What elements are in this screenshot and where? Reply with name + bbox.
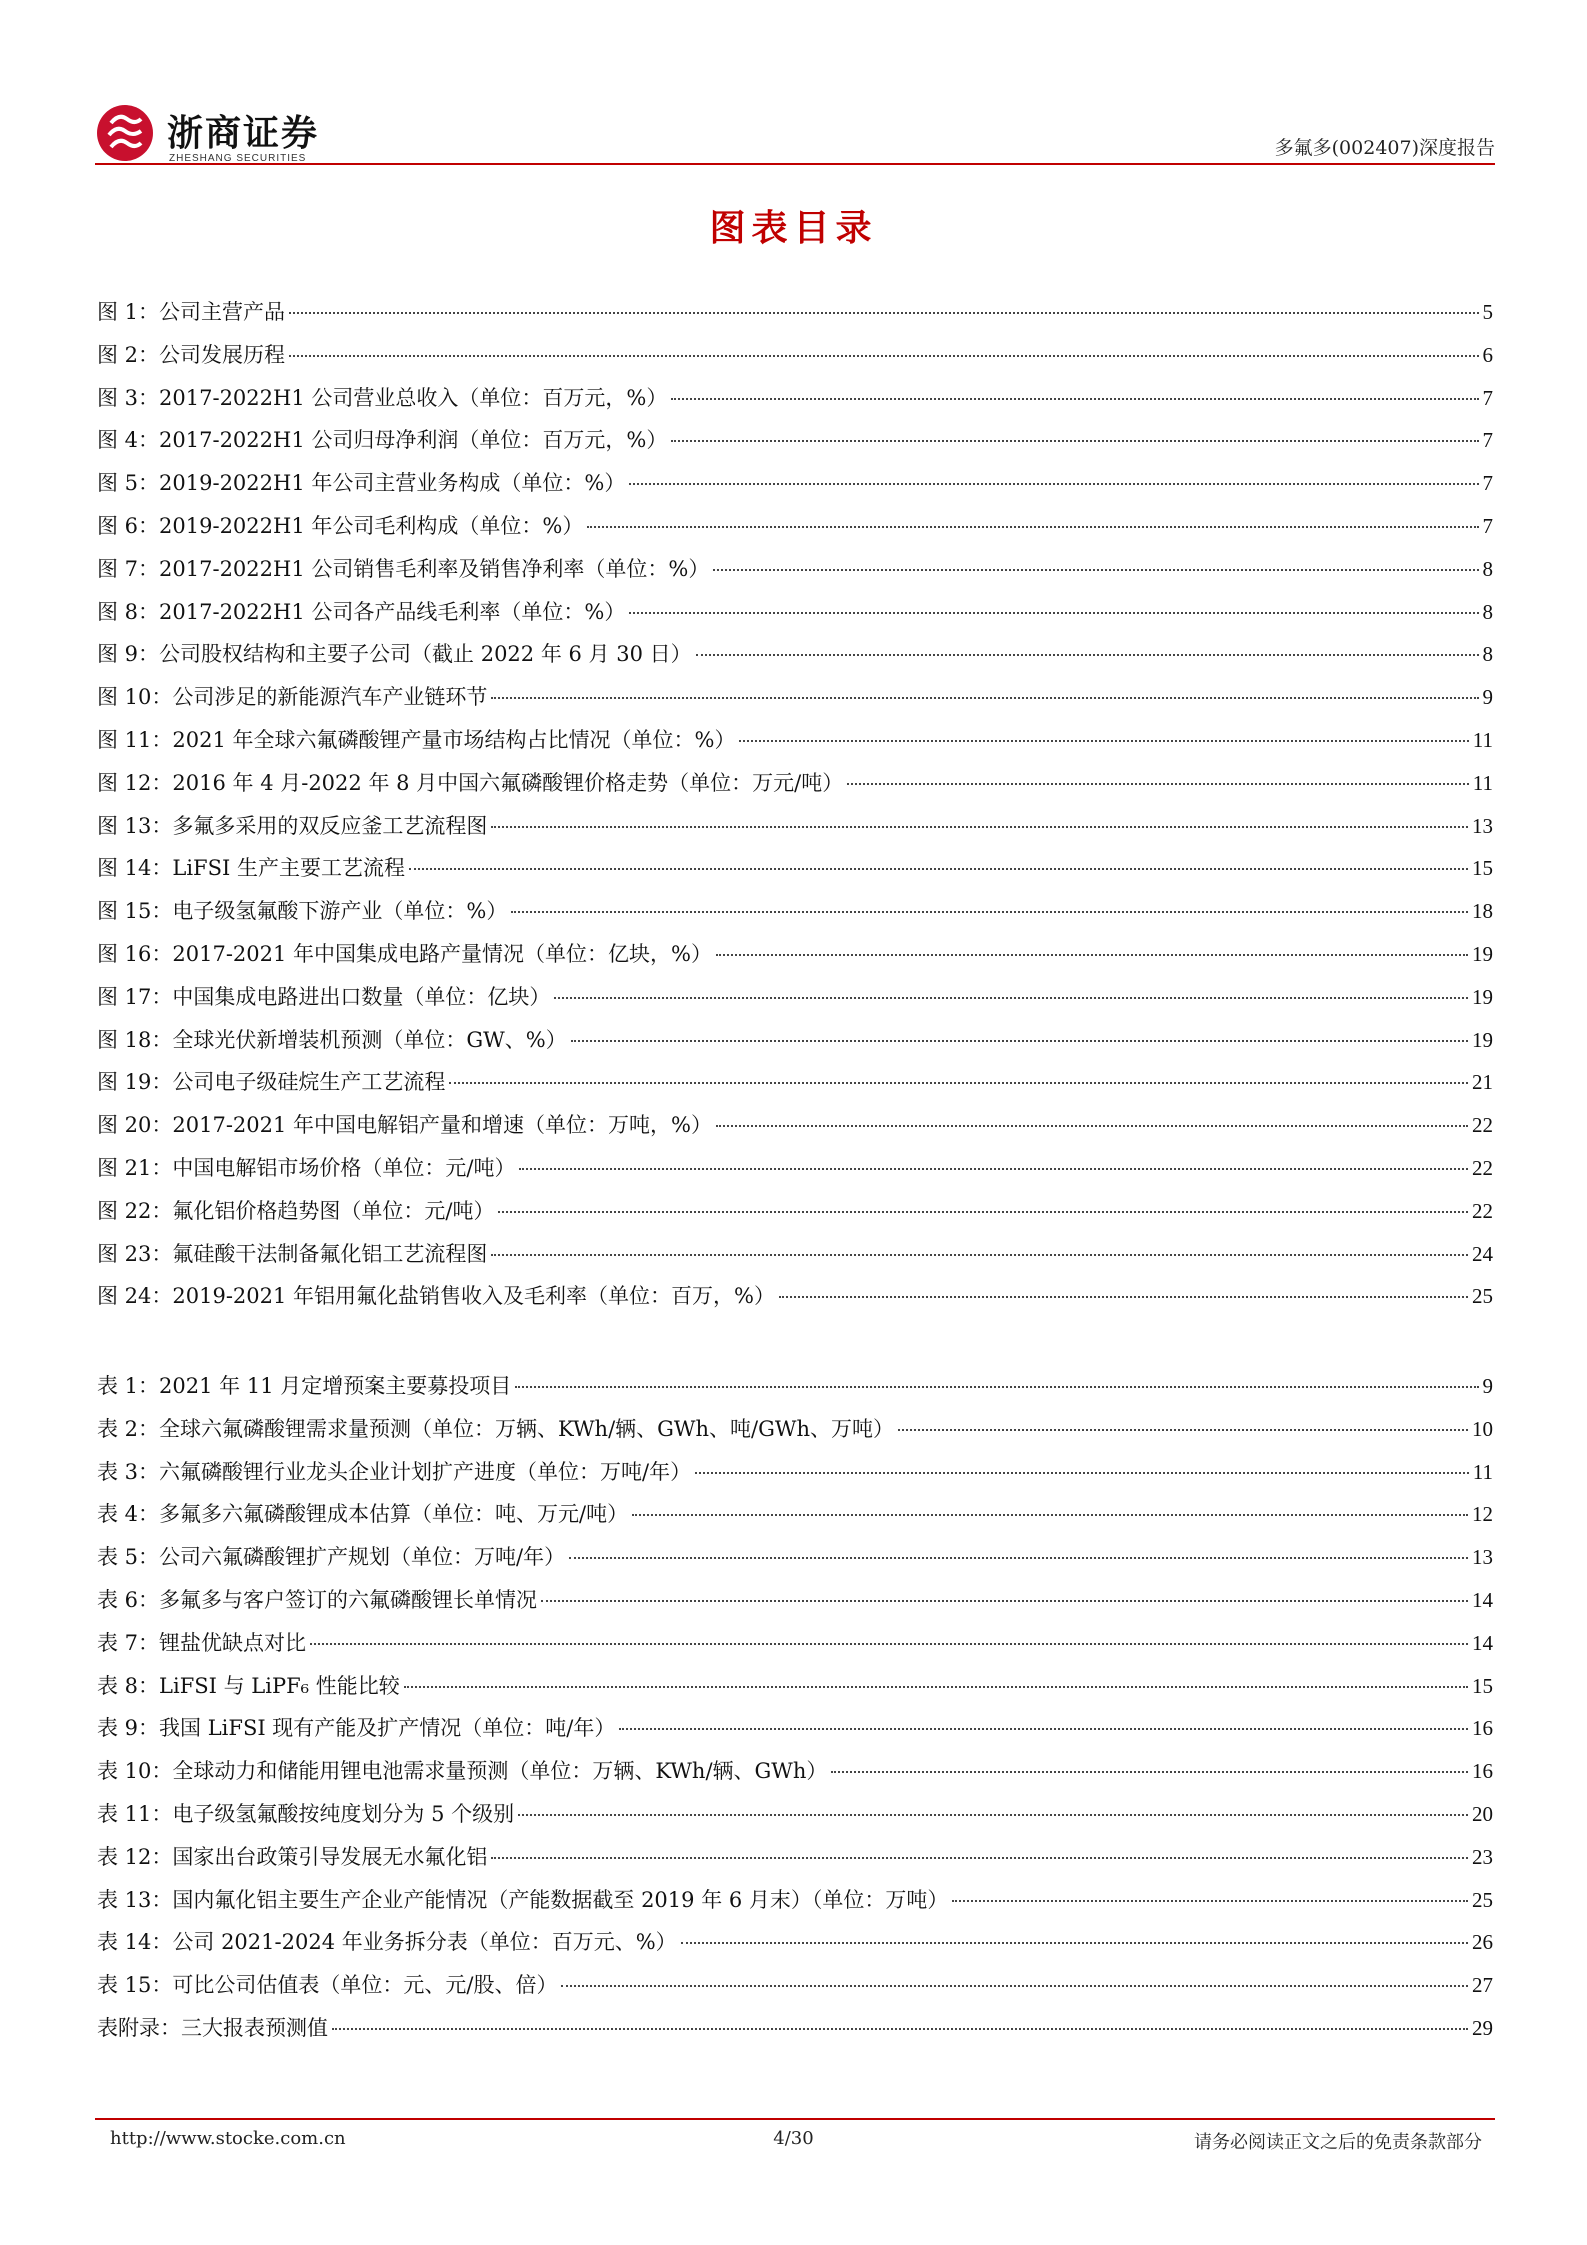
figure-toc-entry[interactable] [97,424,1493,467]
figure-list [97,296,1493,1323]
toc-entry-label: 表 12：国家出台政策引导发展无水氟化铝 [97,1844,488,1869]
toc-entry-page: 22 [1472,1155,1493,1180]
dot-leader [681,1942,1468,1944]
toc-entry-label: 图 5：2019-2022H1 年公司主营业务构成（单位：%） [97,471,626,496]
dot-leader [409,868,1468,870]
toc-entry-page: 11 [1472,770,1493,795]
toc-entry-page: 29 [1472,2015,1493,2040]
dot-leader [571,1040,1468,1042]
toc-entry-label: 图 4：2017-2022H1 公司归母净利润（单位：百万元，%） [97,428,668,453]
toc-entry-label: 表 8：LiFSI 与 LiPF₆ 性能比较 [97,1673,400,1698]
figure-toc-entry[interactable] [97,767,1493,810]
dot-leader [518,1814,1468,1816]
dot-leader [541,1600,1468,1602]
dot-leader [716,954,1468,956]
toc-entry-page: 25 [1472,1887,1493,1912]
toc-entry-label: 图 12：2016 年 4 月-2022 年 8 月中国六氟磷酸锂价格走势（单位：万元/吨） [97,770,844,795]
figure-toc-entry[interactable] [97,467,1493,510]
toc-entry-page: 8 [1482,556,1493,581]
figure-toc-entry[interactable] [97,510,1493,553]
toc-entry-page: 22 [1472,1113,1493,1138]
table-toc-entry[interactable] [97,2012,1493,2055]
dot-leader [632,1514,1468,1516]
toc-entry-label: 图 15：电子级氢氟酸下游产业（单位：%） [97,899,508,924]
toc-entry-label: 表 11：电子级氢氟酸按纯度划分为 5 个级别 [97,1801,515,1826]
dot-leader [619,1728,1468,1730]
dot-leader [952,1900,1468,1902]
toc-entry-page: 20 [1472,1801,1493,1826]
table-toc-entry[interactable] [97,1755,1493,1798]
toc-entry-label: 表 6：多氟多与客户签订的六氟磷酸锂长单情况 [97,1587,538,1612]
dot-leader [587,526,1478,528]
toc-entry-label: 图 1：公司主营产品 [97,300,286,324]
dot-leader [713,569,1478,571]
toc-entry-label: 图 2：公司发展历程 [97,342,286,367]
figure-toc-entry[interactable] [97,296,1493,339]
toc-entry-label: 图 9：公司股权结构和主要子公司（截止 2022 年 6 月 30 日） [97,642,692,667]
figure-toc-entry[interactable] [97,596,1493,639]
toc-entry-page: 15 [1472,856,1493,881]
dot-leader [898,1429,1468,1431]
toc-entry-label: 图 13：多氟多采用的双反应釜工艺流程图 [97,813,488,838]
toc-entry-label: 图 18：全球光伏新增装机预测（单位：GW、%） [97,1027,567,1052]
toc-entry-label: 表 1：2021 年 11 月定增预案主要募投项目 [97,1374,512,1398]
figure-toc-entry[interactable] [97,1238,1493,1281]
dot-leader [671,440,1478,442]
table-toc-entry[interactable] [97,1498,1493,1541]
toc-entry-page: 26 [1472,1930,1493,1955]
dot-leader [716,1125,1468,1127]
dot-leader [847,783,1469,785]
footer-disclaimer: 请务必阅读正文之后的免责条款部分 [1194,2132,1482,2153]
toc-entry-label: 图 21：中国电解铝市场价格（单位：元/吨） [97,1155,516,1180]
table-toc-entry[interactable] [97,1884,1493,1927]
toc-entry-label: 图 17：中国集成电路进出口数量（单位：亿块） [97,984,551,1009]
dot-leader [554,997,1468,999]
toc-entry-page: 12 [1472,1502,1493,1527]
toc-entry-label: 表 10：全球动力和储能用锂电池需求量预测（单位：万辆、KWh/辆、GWh） [97,1759,828,1784]
toc-entry-page: 14 [1472,1587,1493,1612]
toc-entry-label: 图 8：2017-2022H1 公司各产品线毛利率（单位：%） [97,599,626,624]
toc-entry-label: 图 23：氟硅酸干法制备氟化铝工艺流程图 [97,1241,488,1266]
toc-entry-label: 图 24：2019-2021 年铝用氟化盐销售收入及毛利率（单位：百万，%） [97,1284,776,1309]
dot-leader [289,312,1478,314]
footer-divider [95,2118,1495,2120]
figure-toc-entry[interactable] [97,339,1493,382]
dot-leader [491,697,1478,699]
toc-entry-page: 22 [1472,1198,1493,1223]
toc-entry-page: 9 [1482,1374,1493,1398]
table-toc-entry[interactable] [97,1456,1493,1499]
figure-toc-entry[interactable] [97,852,1493,895]
toc-entry-label: 表 14：公司 2021-2024 年业务拆分表（单位：百万元、%） [97,1930,677,1955]
toc-entry-label: 表 3：六氟磷酸锂行业龙头企业计划扩产进度（单位：万吨/年） [97,1459,692,1484]
toc-entry-page: 13 [1472,813,1493,838]
header-divider [95,163,1495,165]
dot-leader [491,826,1468,828]
figure-toc-entry[interactable] [97,1066,1493,1109]
figure-toc-entry[interactable] [97,810,1493,853]
toc-entry-page: 18 [1472,899,1493,924]
toc-entry-label: 表附录：三大报表预测值 [97,2015,328,2040]
toc-entry-label: 表 7：锂盐优缺点对比 [97,1630,307,1655]
table-list [97,1370,1493,2055]
report-title: 多氟多(002407)深度报告 [1274,137,1495,159]
dot-leader [561,1985,1468,1987]
table-toc-entry[interactable] [97,1627,1493,1670]
toc-entry-page: 8 [1482,642,1493,667]
figure-toc-entry[interactable] [97,382,1493,425]
toc-entry-page: 5 [1482,300,1493,324]
toc-entry-page: 21 [1472,1070,1493,1095]
dot-leader [289,355,1478,357]
dot-leader [491,1254,1468,1256]
toc-entry-label: 图 14：LiFSI 生产主要工艺流程 [97,856,405,881]
dot-leader [779,1296,1468,1298]
dot-leader [696,654,1479,656]
toc-entry-label: 表 9：我国 LiFSI 现有产能及扩产情况（单位：吨/年） [97,1716,616,1741]
toc-entry-label: 表 4：多氟多六氟磷酸锂成本估算（单位：吨、万元/吨） [97,1502,629,1527]
toc-entry-label: 图 11：2021 年全球六氟磷酸锂产量市场结构占比情况（单位：%） [97,727,736,752]
dot-leader [332,2028,1468,2030]
figure-toc-entry[interactable] [97,681,1493,724]
table-toc-entry[interactable] [97,1712,1493,1755]
toc-entry-page: 8 [1482,599,1493,624]
toc-entry-label: 图 10：公司涉足的新能源汽车产业链环节 [97,685,488,710]
figure-toc-entry[interactable] [97,724,1493,767]
dot-leader [310,1643,1468,1645]
dot-leader [449,1082,1468,1084]
dot-leader [831,1771,1468,1773]
logo-text: 浙商证券 [167,113,320,154]
toc-entry-label: 表 15：可比公司估值表（单位：元、元/股、倍） [97,1973,558,1998]
zheshang-logo-icon [95,103,155,163]
toc-entry-page: 7 [1482,385,1493,410]
toc-entry-label: 表 5：公司六氟磷酸锂扩产规划（单位：万吨/年） [97,1545,566,1570]
toc-entry-page: 27 [1472,1973,1493,1998]
figure-toc-entry[interactable] [97,1280,1493,1323]
toc-entry-page: 16 [1472,1759,1493,1784]
dot-leader [491,1857,1468,1859]
table-toc-entry[interactable] [97,1670,1493,1713]
table-toc-entry[interactable] [97,1798,1493,1841]
footer-page-number: 4/30 [773,2128,814,2149]
figure-toc-entry[interactable] [97,553,1493,596]
figure-toc-entry[interactable] [97,1024,1493,1067]
toc-entry-label: 图 6：2019-2022H1 年公司毛利构成（单位：%） [97,513,584,538]
footer-url[interactable]: http://www.stocke.com.cn [110,2128,346,2149]
toc-entry-page: 9 [1482,685,1493,710]
dot-leader [404,1686,1468,1688]
dot-leader [629,612,1478,614]
toc-entry-label: 图 20：2017-2021 年中国电解铝产量和增速（单位：万吨，%） [97,1113,713,1138]
logo-subtext: ZHESHANG SECURITIES [169,153,307,164]
figure-toc-entry[interactable] [97,638,1493,681]
toc-entry-page: 19 [1472,941,1493,966]
toc-entry-page: 23 [1472,1844,1493,1869]
figure-toc-entry[interactable] [97,981,1493,1024]
toc-entry-page: 10 [1472,1416,1493,1441]
toc-entry-page: 25 [1472,1284,1493,1309]
toc-entry-label: 图 22：氟化铝价格趋势图（单位：元/吨） [97,1198,495,1223]
dot-leader [629,483,1478,485]
page-title: 图表目录 [709,208,878,249]
table-toc-entry[interactable] [97,1541,1493,1584]
toc-entry-page: 7 [1482,428,1493,453]
figure-toc-entry[interactable] [97,895,1493,938]
dot-leader [671,398,1478,400]
figure-toc-entry[interactable] [97,938,1493,981]
figure-toc-entry[interactable] [97,1109,1493,1152]
toc-entry-page: 7 [1482,513,1493,538]
toc-entry-page: 16 [1472,1716,1493,1741]
toc-entry-page: 7 [1482,471,1493,496]
toc-entry-page: 13 [1472,1545,1493,1570]
toc-entry-label: 图 19：公司电子级硅烷生产工艺流程 [97,1070,446,1095]
figure-toc-entry[interactable] [97,1195,1493,1238]
toc-entry-page: 6 [1482,342,1493,367]
dot-leader [515,1386,1478,1388]
toc-entry-label: 图 16：2017-2021 年中国集成电路产量情况（单位：亿块，%） [97,941,713,966]
toc-entry-page: 14 [1472,1630,1493,1655]
toc-entry-page: 19 [1472,984,1493,1009]
toc-entry-page: 24 [1472,1241,1493,1266]
toc-entry-label: 表 2：全球六氟磷酸锂需求量预测（单位：万辆、KWh/辆、GWh、吨/GWh、万吨） [97,1416,895,1441]
table-toc-entry[interactable] [97,1926,1493,1969]
toc-entry-page: 19 [1472,1027,1493,1052]
table-toc-entry[interactable] [97,1370,1493,1413]
dot-leader [695,1472,1469,1474]
table-toc-entry[interactable] [97,1413,1493,1456]
figure-toc-entry[interactable] [97,1152,1493,1195]
table-toc-entry[interactable] [97,1841,1493,1884]
dot-leader [569,1557,1468,1559]
dot-leader [519,1168,1468,1170]
table-toc-entry[interactable] [97,1969,1493,2012]
toc-entry-page: 11 [1472,727,1493,752]
toc-entry-label: 图 3：2017-2022H1 公司营业总收入（单位：百万元，%） [97,385,668,410]
toc-entry-label: 表 13：国内氟化铝主要生产企业产能情况（产能数据截至 2019 年 6 月末）（单位：万吨） [97,1887,949,1912]
table-toc-entry[interactable] [97,1584,1493,1627]
toc-entry-page: 11 [1472,1459,1493,1484]
dot-leader [511,911,1468,913]
toc-entry-label: 图 7：2017-2022H1 公司销售毛利率及销售净利率（单位：%） [97,556,710,581]
toc-entry-page: 15 [1472,1673,1493,1698]
dot-leader [498,1211,1468,1213]
dot-leader [739,740,1468,742]
